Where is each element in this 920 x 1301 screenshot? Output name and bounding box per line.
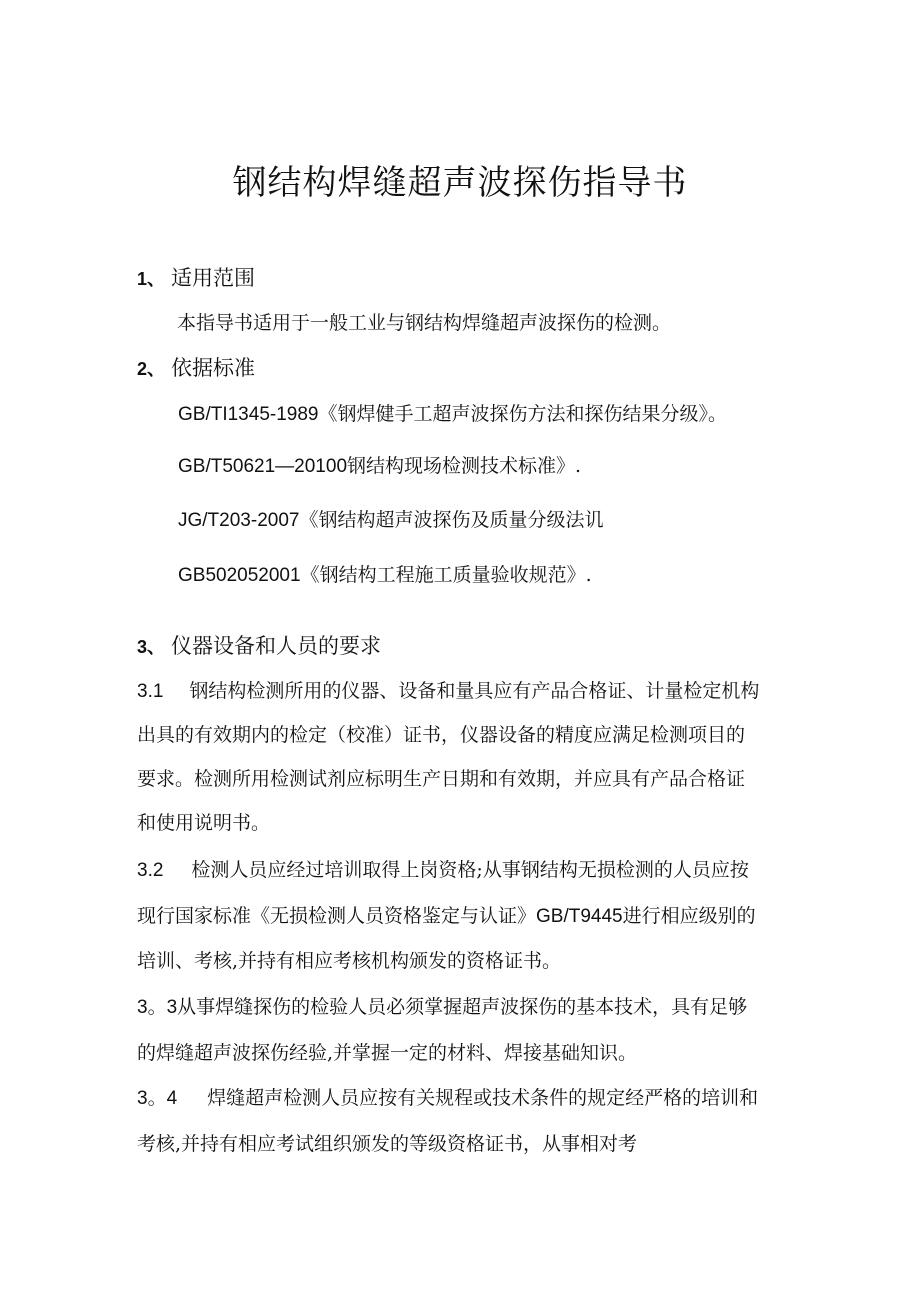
paragraph-3-3-line: 的焊缝超声波探伤经验,并掌握一定的材料、焊接基础知识。	[137, 1042, 638, 1064]
paragraph-3-4-line: 考核,并持有相应考试组织颁发的等级资格证书，从事相对考	[137, 1133, 638, 1155]
standard-item	[178, 401, 727, 428]
standard-item	[178, 562, 592, 589]
section-2-number: 2、	[137, 359, 166, 379]
paragraph-3-1-line: 和使用说明书。	[137, 812, 271, 834]
standard-reference: GB/T9445	[536, 906, 623, 927]
section-1-title: 适用范围	[171, 266, 256, 290]
paragraph-text: 焊缝超声检测人员应按有关规程或技术条件的规定经严格的培训和	[207, 1087, 759, 1109]
paragraph-3-2-line: 培训、考核,并持有相应考核机构颁发的资格证书。	[137, 950, 562, 972]
paragraph-number: 3。4	[137, 1088, 178, 1109]
section-1-text: 本指导书适用于一般工业与钢结构焊缝超声波探伤的检测。	[177, 312, 672, 334]
section-3-heading	[137, 632, 381, 661]
paragraph-3-4-line	[137, 1085, 758, 1112]
standard-code: JG/T203-2007	[178, 510, 300, 531]
standard-text: 钢结构现场检测技术标准》.	[347, 455, 582, 477]
section-2-heading	[137, 354, 255, 383]
paragraph-text: 现行国家标准《无损检测人员资格鉴定与认证》	[137, 905, 537, 927]
section-2-title: 依据标准	[171, 356, 256, 380]
paragraph-text: 从事焊缝探伤的检验人员必须掌握超声波探伤的基本技术，具有足够	[177, 996, 748, 1018]
section-3-number: 3、	[137, 637, 166, 657]
standard-text: 《钢结构超声波探伤及质量分级法讥	[299, 509, 604, 531]
standard-code: GB502052001	[178, 565, 301, 586]
section-1-heading	[137, 264, 255, 293]
paragraph-3-1-line	[137, 678, 759, 705]
standard-code: GB/TI1345-1989	[178, 404, 319, 425]
standard-text: 《钢结构工程施工质量验收规范》.	[300, 564, 592, 586]
paragraph-number: 3.1	[137, 681, 164, 702]
standard-item	[178, 453, 581, 480]
paragraph-text: 钢结构检测所用的仪器、设备和量具应有产品合格证、计量检定机构	[189, 680, 760, 702]
section-3-title: 仪器设备和人员的要求	[171, 634, 382, 658]
paragraph-number: 3.2	[137, 860, 164, 881]
paragraph-3-1-line: 要求。检测所用检测试剂应标明生产日期和有效期，并应具有产品合格证	[137, 768, 746, 790]
standard-code: GB/T50621—20100	[178, 456, 348, 477]
section-1-number: 1、	[137, 269, 166, 289]
paragraph-3-2-line	[137, 857, 749, 884]
paragraph-text: 进行相应级别的	[622, 905, 756, 927]
standard-text: 《钢焊健手工超声波探伤方法和探伤结果分级》。	[318, 403, 727, 425]
paragraph-3-3-line	[137, 994, 747, 1021]
paragraph-number: 3。3	[137, 997, 178, 1018]
document-title: 钢结构焊缝超声波探伤指导书	[232, 163, 688, 203]
paragraph-text: 检测人员应经过培训取得上岗资格;从事钢结构无损检测的人员应按	[191, 859, 749, 881]
paragraph-3-1-line: 出具的有效期内的检定（校准）证书，仪器设备的精度应满足检测项目的	[137, 724, 746, 746]
paragraph-3-2-line	[137, 903, 756, 930]
standard-item	[178, 507, 603, 534]
